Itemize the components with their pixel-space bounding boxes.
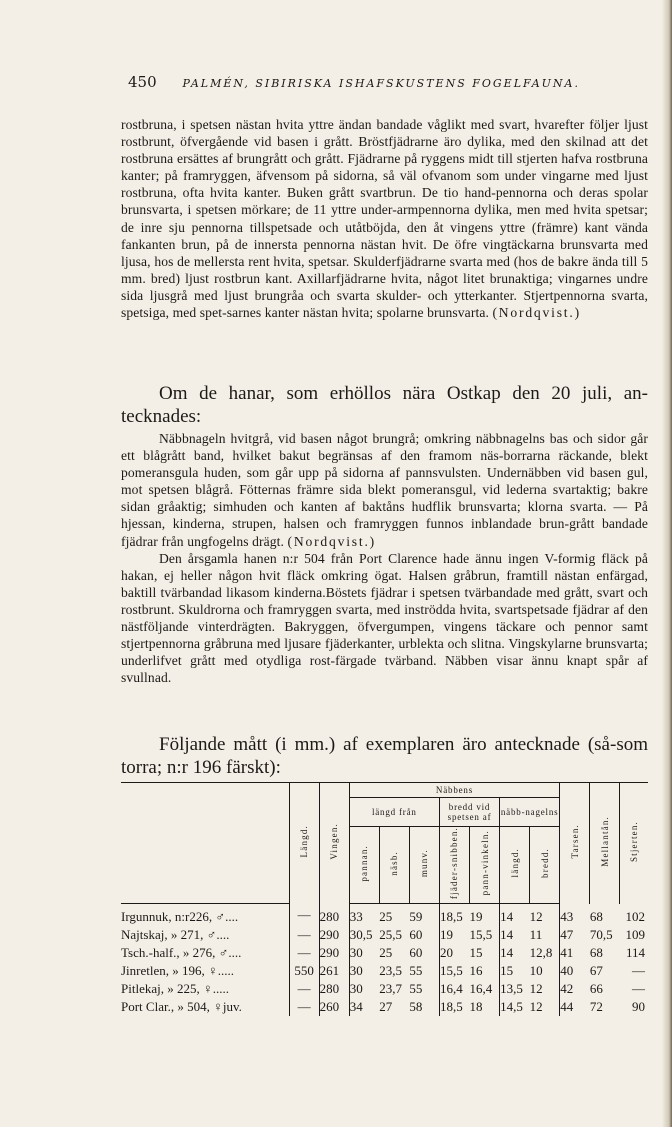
ostkap-paragraphs [121, 430, 648, 686]
subgroup-nabbnagelns: näbb-nagelns [500, 798, 560, 827]
table-row: Pitlekaj, » 225, ♀..... — 280 30 23,7 55 16,4 16,4 13,5 12 42 66 — [121, 981, 645, 997]
section-heading-measurements: Följande mått (i mm.) af exemplaren äro antecknade (så-som torra; n:r 196 färskt): [121, 734, 648, 778]
table-corner [121, 783, 289, 798]
col-header-tarsen: Tarsen. [560, 783, 590, 904]
col-header-nasb: näsb. [379, 827, 409, 904]
table-row: Port Clar., » 504, ♀juv. — 260 34 27 58 18,5 18 14,5 12 44 72 90 [121, 999, 645, 1015]
ostkap-text: Näbbnageln hvitgrå, vid basen något brungrå; omkring näbbnagelns bas och sidor går ett blågrått band, hvilket bakut begränsas af den framom näs-borrarna räckande, blekt pomeransgula huden, som går upp på sidorna af pannsvulsten. Undernäbben vid basen gul, mot spetsen blågrå. Fötternas främre sida blekt pomeransgul, vid lederna svartaktig; bakre sidan gråaktig; simhuden och kanten af baktåns hudflik brunsvarta; klorna svarta. — På hjessan, kinderna, strupen, halsen och framryggen funnos inblandade brun-grått bandade fjädrar från ungfogelns drägt. [121, 431, 648, 549]
col-header-vingen: Vingen. [319, 783, 349, 904]
subgroup-bredd-vid: bredd vid spetsen af [439, 798, 499, 827]
col-header-mellantan: Mellantån. [590, 783, 620, 904]
col-header-nagel-bredd: bredd. [530, 827, 560, 904]
citation-nordqvist-2: (Nordqvist.) [287, 533, 376, 549]
page-edge-shadow [662, 0, 672, 1127]
description-text: rostbruna, i spetsen nästan hvita yttre ändan bandade våglikt med svart, hvarefter följer ljust rostbrunt, öfvergående vid basen i grått. Bröstfjädrarne äro dylika, med den skilnad att det rostbruna ersättes af brungrått och grått. Fjädrarne på ryggens midt till stjerten hafva rostbruna kanter; på framryggen, äfvensom på sidorna, så väl ofvanom som under vingarne med ljust rostbruna, ofta hvita kanter. Buken grått svartbrun. De tio hand-pennorna och deras spolar brunsvarta, i spetsen mörkare; de 11 yttre under-armpennorna dylika, men med hvita spetsar; de inre sju pennorna tillspetsade och utåtböjda, den åt vingens yttre (främre) kant vända fankanten brun, på de innersta pennorna nästan hvit. De öfre vingtäckarna brunsvarta med ljusa, hos de mellersta rent hvita, spetsar. Skulderfjädrarne svarta med (hos de bakre ända till 5 mm. bred) ljust rostbrun kant. Axillarfjädrarne hvita, något litet brunaktiga; vingarnes undre sida ljusgrå med ljust brungråa och svarta skulder- och ytterkanter. Stjertpennorna svarta, spetsiga, med spet-sarnes kanter nästan hvita; spolarne brunsvarta. [121, 117, 648, 321]
col-header-nagel-langd: längd. [500, 827, 530, 904]
page-header [128, 73, 650, 91]
col-header-pannvinkeln: pann-vinkeln. [470, 827, 500, 904]
group-header-nabbens: Näbbens [349, 783, 560, 798]
description-paragraph [121, 116, 648, 321]
section-heading-ostkap: Om de hanar, som erhöllos nära Ostkap den 20 juli, an-tecknades: [121, 383, 648, 427]
running-title: PALMÉN, SIBIRISKA ISHAFSKUSTENS FOGELFAUNA. [182, 77, 580, 90]
citation-nordqvist: (Nordqvist.) [492, 305, 581, 321]
table-row: Tsch.-half., » 276, ♂.... — 290 30 25 60 20 15 14 12,8 41 68 114 [121, 945, 645, 961]
col-header-pannan: pannan. [349, 827, 379, 904]
subgroup-langd-fran: längd från [349, 798, 439, 827]
port-clarence-paragraph: Den årsgamla hanen n:r 504 från Port Clarence hade ännu ingen V-formig fläck på hakan, ej heller någon hvit fläck omkring ögat. Halsen gråbrun, framtill nästan enfärgad, baktill tvärbandad likasom kinderna.Böstets fjädrar i spetsen tvärbandade med grått, svart och rostbrunt. Skuldrorna och framryggen svarta, med inströdda hvita, svartspetsade fjädrar af den nästföljande vinterdrägten. Bakryggen, öfvergumpen, vingens täckare och pennor samt stjertpennorna gråbruna med ljusare fjäderkanter, urblekta och slitna. Vingskylarne brunsvarta; underlifvet grått med otydliga rost-färgade tvärband. Näbben visar ännu knapt spår af svullnad. [121, 550, 648, 686]
table-row: Jinretlen, » 196, ♀..... 550 261 30 23,5 55 15,5 16 15 10 40 67 — [121, 963, 645, 979]
table-row: Najtskaj, » 271, ♂.... — 290 30,5 25,5 60 19 15,5 14 11 47 70,5 109 [121, 927, 645, 943]
table-row: Irgunnuk, n:r226, ♂.... — 280 33 25 59 18,5 19 14 12 43 68 102 [121, 904, 648, 927]
measurement-table [121, 782, 648, 1015]
col-header-munv: munv. [409, 827, 439, 904]
col-header-langd: Längd. [289, 783, 319, 904]
col-header-fjadersnibben: fjäder-snibben. [439, 827, 469, 904]
col-header-stjerten: Stjerten. [620, 783, 648, 904]
page-number: 450 [128, 73, 157, 91]
